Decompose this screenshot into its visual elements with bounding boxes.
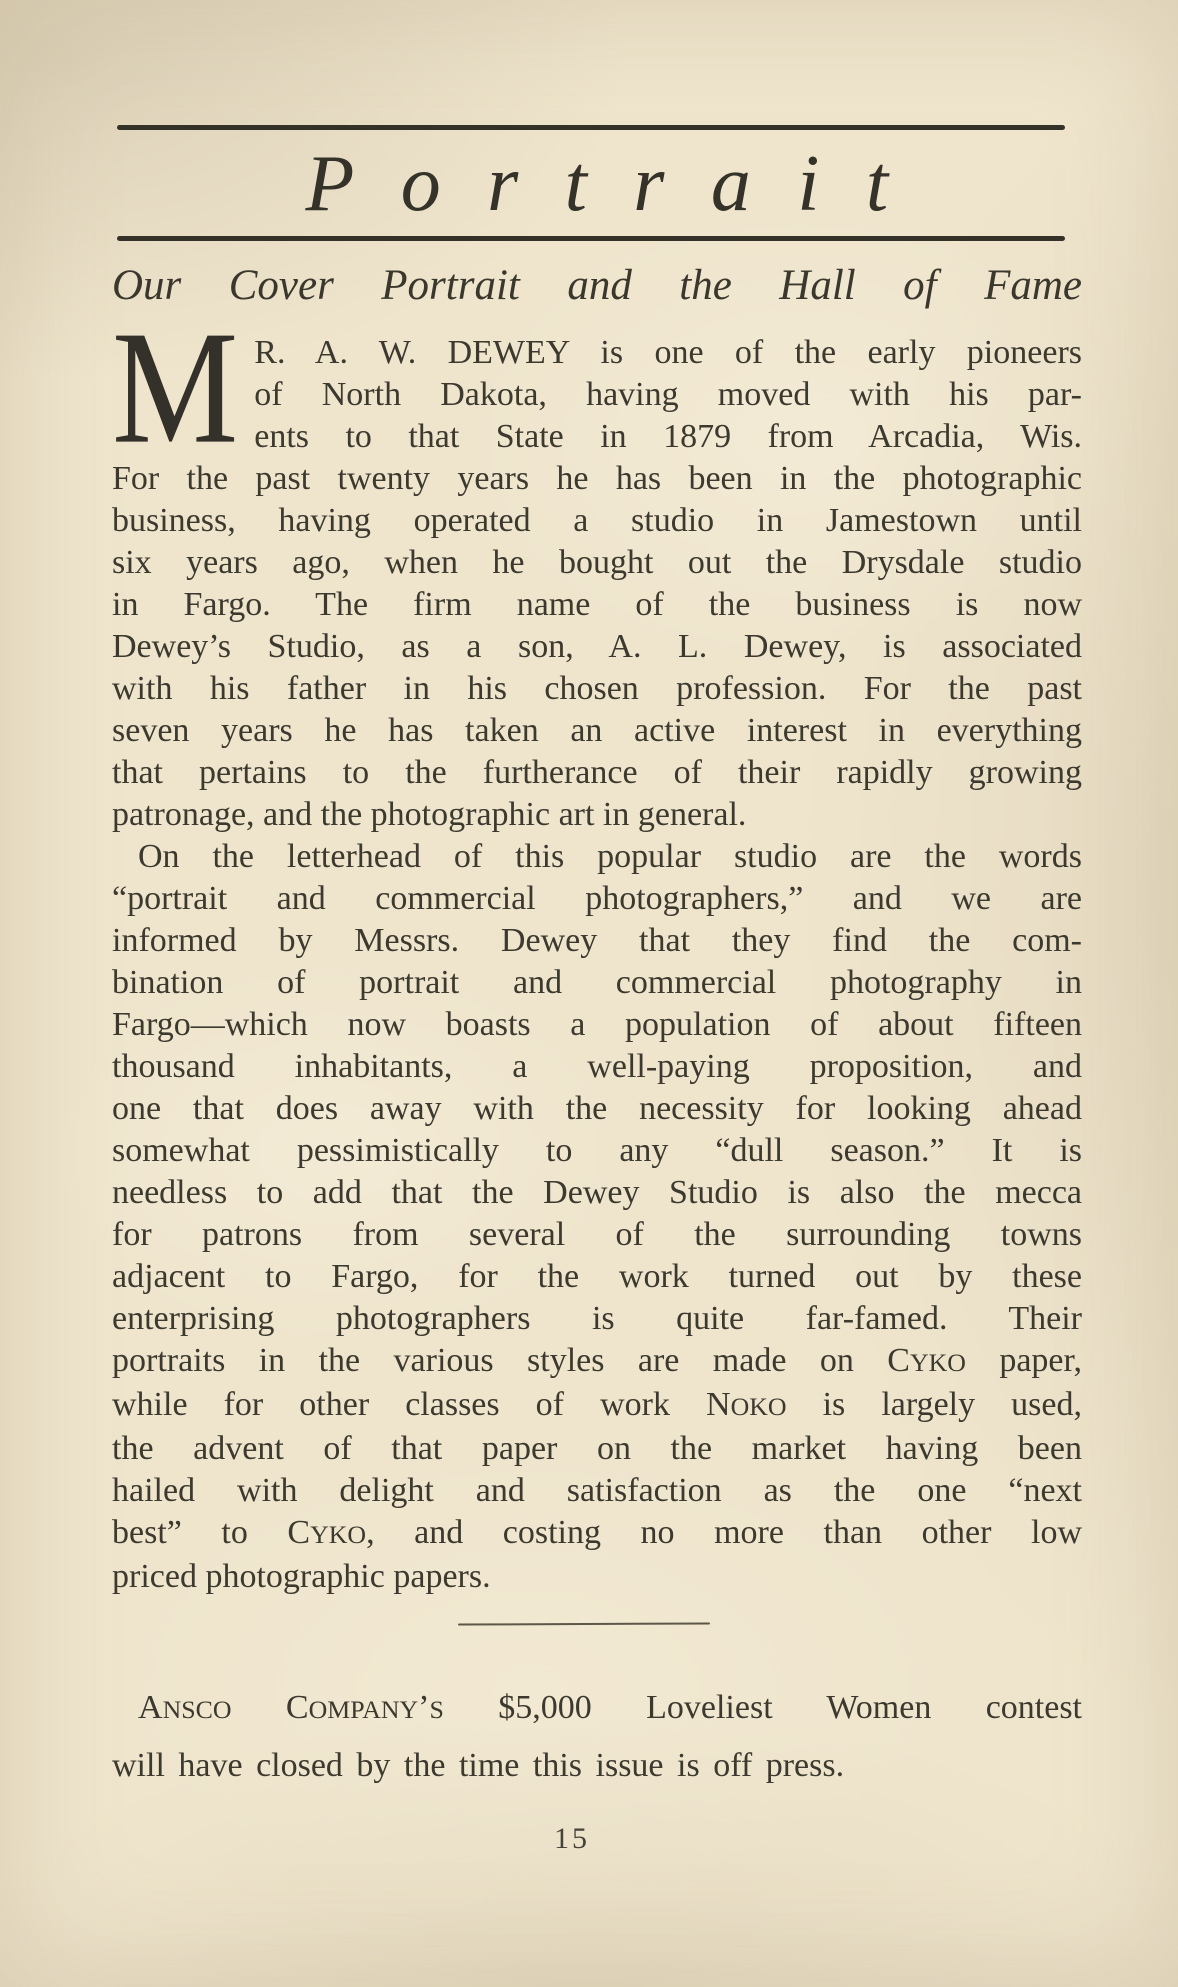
text-line: Dewey’s Studio, as a son, A. L. Dewey, is associated xyxy=(112,628,1082,665)
text-line: On the letterhead of this popular studio are the words xyxy=(138,838,1082,875)
text-line: for patrons from several of the surrounding towns xyxy=(112,1216,1082,1253)
drop-cap: M xyxy=(112,296,239,477)
text-line: that pertains to the furtherance of their rapidly growing xyxy=(112,754,1082,791)
text-line: somewhat pessimistically to any “dull season.” It is xyxy=(112,1132,1082,1169)
paragraph xyxy=(112,296,1082,836)
text-line: enterprising photographers is quite far-famed. Their xyxy=(112,1300,1082,1337)
text-line: while for other classes of work NOKO is largely used, xyxy=(112,1386,1082,1423)
text-line: needless to add that the Dewey Studio is also the mecca xyxy=(112,1174,1082,1211)
text-line: ents to that State in 1879 from Arcadia, Wis. xyxy=(254,418,1082,455)
text-line: Fargo—which now boasts a population of about fifteen xyxy=(112,1006,1082,1043)
masthead-rule-top xyxy=(117,125,1065,130)
text-line: bination of portrait and commercial photography in xyxy=(112,964,1082,1001)
magazine-title: Portrait xyxy=(305,140,935,228)
text-line: portraits in the various styles are made on CYKO paper, xyxy=(112,1342,1082,1379)
text-line: seven years he has taken an active interest in everything xyxy=(112,712,1082,749)
paragraph xyxy=(112,836,1082,1598)
text-line: in Fargo. The firm name of the business is now xyxy=(112,586,1082,623)
page-number: 15 xyxy=(554,1822,590,1855)
text-line: with his father in his chosen profession. For the past xyxy=(112,670,1082,707)
text-line: patronage, and the photographic art in general. xyxy=(112,796,747,833)
text-line: the advent of that paper on the market having been xyxy=(112,1430,1082,1467)
news-note xyxy=(112,1680,1082,1794)
text-line: ANSCO COMPANY’S $5,000 Loveliest Women contest xyxy=(138,1689,1083,1726)
text-line: business, having operated a studio in Jamestown until xyxy=(112,502,1082,539)
text-line: best” to CYKO, and costing no more than other low xyxy=(112,1514,1083,1551)
article-title: Our Cover Portrait and the Hall of Fame xyxy=(112,262,1082,309)
text-line: hailed with delight and satisfaction as the one “next xyxy=(112,1472,1082,1509)
text-line: of North Dakota, having moved with his par- xyxy=(254,376,1082,413)
text-line: thousand inhabitants, a well-paying proposition, and xyxy=(112,1048,1082,1085)
text-line: adjacent to Fargo, for the work turned out by these xyxy=(112,1258,1082,1295)
text-line: will have closed by the time this issue is off press. xyxy=(112,1747,845,1784)
text-line: informed by Messrs. Dewey that they find the com- xyxy=(112,922,1082,959)
section-divider xyxy=(458,1622,710,1625)
text-line: one that does away with the necessity for looking ahead xyxy=(112,1090,1082,1127)
article-body xyxy=(112,296,1083,1598)
text-line: R. A. W. DEWEY is one of the early pioneers xyxy=(254,334,1082,371)
masthead-rule-bottom xyxy=(117,236,1065,241)
text-line: priced photographic papers. xyxy=(112,1558,491,1595)
text-line: “portrait and commercial photographers,” and we are xyxy=(112,880,1082,917)
text-line: six years ago, when he bought out the Drysdale studio xyxy=(112,544,1082,581)
text-line: For the past twenty years he has been in the photographic xyxy=(112,460,1082,497)
